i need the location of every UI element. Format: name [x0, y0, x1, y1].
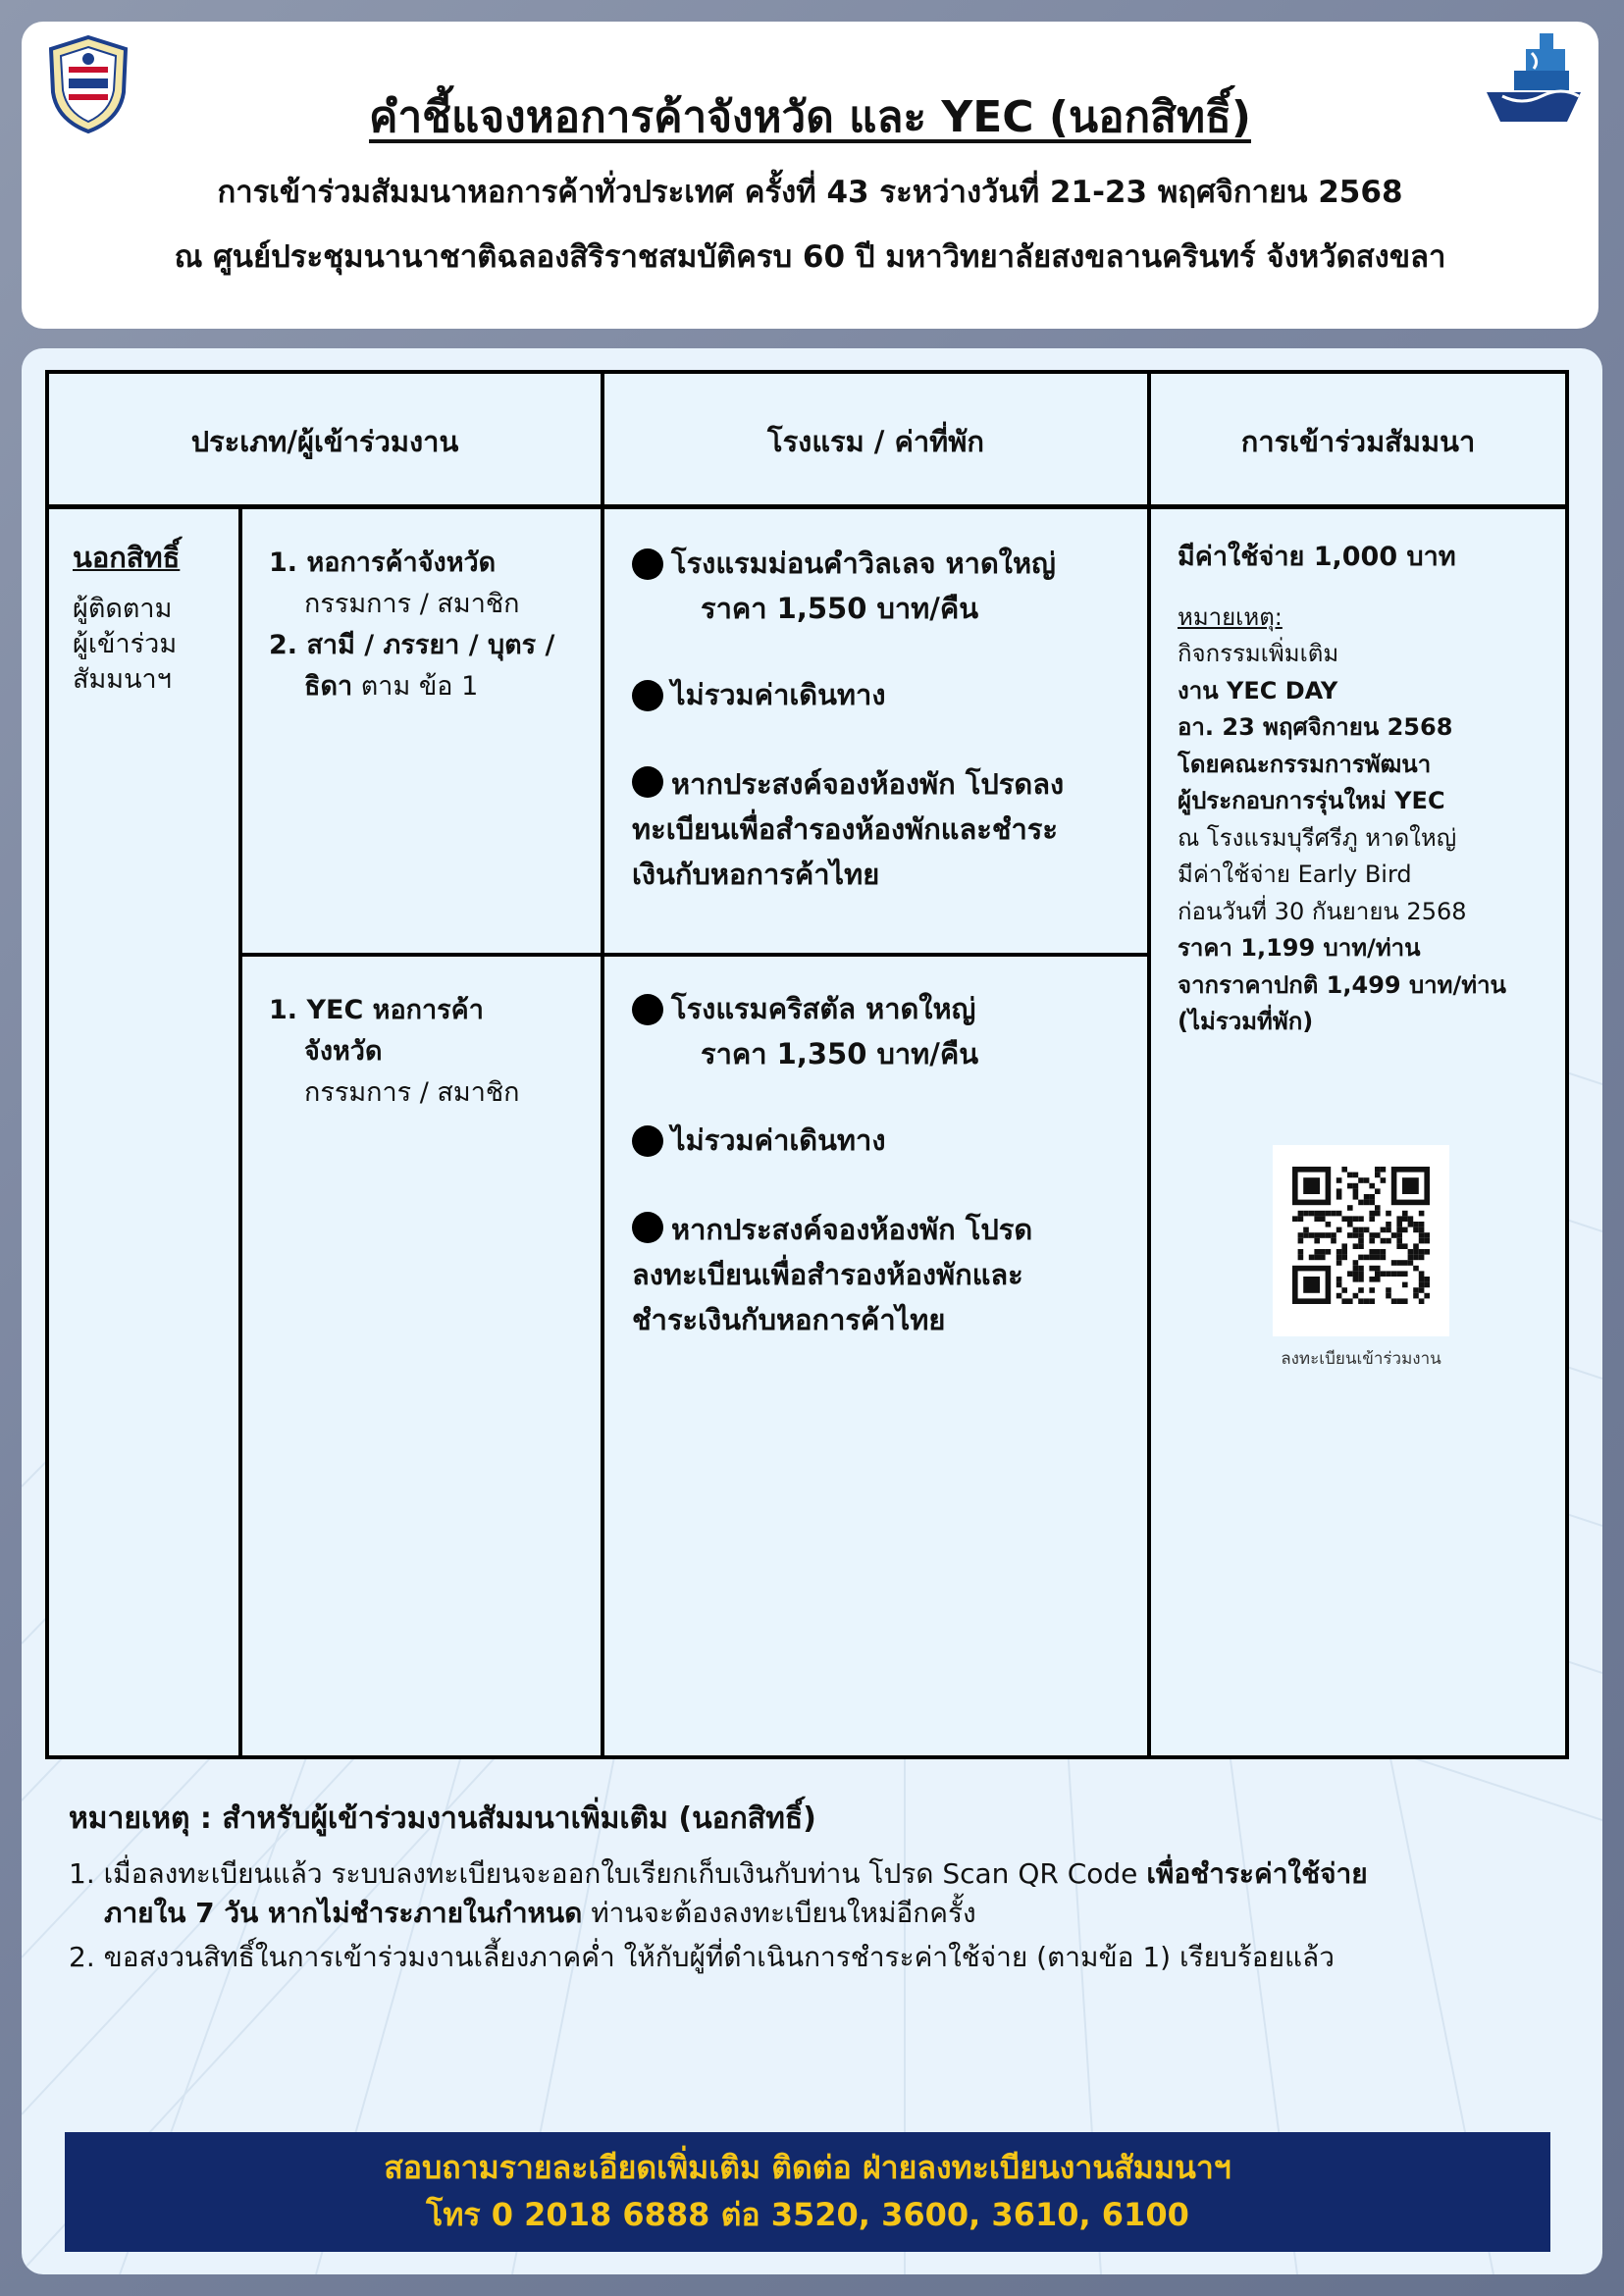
- seminar-note-line: ก่อนวันที่ 30 กันยายน 2568: [1178, 897, 1467, 925]
- seminar-note-line: ณ โรงแรมบุรีศรีภู หาดใหญ่: [1178, 823, 1457, 852]
- note-item-2: 2. ขอสงวนสิทธิ์ในการเข้าร่วมงานเลี้ยงภาคค่ำ ให้กับผู้ที่ดำเนินการชำระค่าใช้จ่าย (ตามข้อ 1) เรียบร้อยแล้ว: [69, 1941, 1335, 1973]
- footer-line-2: โทร 0 2018 6888 ต่อ 3520, 3600, 3610, 6100: [426, 2196, 1189, 2233]
- row2-booking-bullet: [632, 1204, 1142, 1342]
- row2-hotel-price: ราคา 1,350 บาท/คืน: [701, 1037, 979, 1070]
- notes-title: หมายเหตุ : สำหรับผู้เข้าร่วมงานสัมมนาเพิ่มเติม (นอกสิทธิ์): [69, 1801, 816, 1836]
- row1-item1-sub: กรรมการ / สมาชิก: [304, 589, 520, 619]
- row1-booking-line: หากประสงค์จองห้องพัก โปรดลง: [671, 767, 1065, 801]
- bullet-icon: [632, 766, 663, 798]
- note-item-1: [69, 1854, 1580, 1933]
- seminar-note-lines: [1178, 636, 1560, 1041]
- bullet-icon: [632, 1212, 663, 1243]
- bullet-icon: [632, 1125, 663, 1157]
- row1-travel-bullet: [632, 672, 1142, 717]
- row1-booking-line: ทะเบียนเพื่อสำรองห้องพักและชำระ: [632, 812, 1058, 846]
- note-1-text-d: ท่านจะต้องลงทะเบียนใหม่อีกครั้ง: [582, 1897, 976, 1929]
- venue-subtitle: ณ ศูนย์ประชุมนานาชาติฉลองสิริราชสมบัติครบ 60 ปี มหาวิทยาลัยสงขลานครินทร์ จังหวัดสงขลา: [174, 239, 1446, 275]
- seminar-note-line: มีค่าใช้จ่าย Early Bird: [1178, 861, 1412, 888]
- row2-item1-sub: กรรมการ / สมาชิก: [304, 1077, 520, 1108]
- bullet-icon: [632, 680, 663, 711]
- seminar-note-line: กิจกรรมเพิ่มเติม: [1178, 640, 1339, 667]
- seminar-cell: [1178, 539, 1560, 1041]
- note-1-text-b: เพื่อชำระค่าใช้จ่าย: [1146, 1857, 1368, 1890]
- row2-booking-line: ลงทะเบียนเพื่อสำรองห้องพักและ: [632, 1258, 1023, 1291]
- column-header-seminar: การเข้าร่วมสัมมนา: [1240, 424, 1476, 458]
- row2-booking-line: ชำระเงินกับหอการค้าไทย: [632, 1303, 946, 1336]
- row1-booking-line: เงินกับหอการค้าไทย: [632, 858, 880, 891]
- qr-caption: ลงทะเบียนเข้าร่วมงาน: [1281, 1349, 1441, 1369]
- content-card: [22, 348, 1602, 2274]
- info-table: [45, 370, 1569, 1759]
- bullet-icon: [632, 994, 663, 1025]
- column-header-hotel: โรงแรม / ค่าที่พัก: [767, 424, 984, 458]
- seminar-note-label: หมายเหตุ:: [1178, 602, 1283, 631]
- row2-travel-text: ไม่รวมค่าเดินทาง: [671, 1123, 886, 1157]
- seminar-note-line: อา. 23 พฤศจิกายน 2568: [1178, 713, 1453, 741]
- category-cell: [73, 537, 230, 698]
- row2-hotel-name: โรงแรมคริสตัล หาดใหญ่: [671, 992, 976, 1025]
- seminar-note-line: ราคา 1,199 บาท/ท่าน: [1178, 934, 1421, 962]
- bullet-icon: [632, 548, 663, 580]
- contact-footer: [65, 2132, 1550, 2252]
- header-card: [22, 22, 1598, 329]
- row2-travel-bullet: [632, 1118, 1142, 1163]
- seminar-note-line: งาน YEC DAY: [1178, 676, 1338, 704]
- row1-hotel-price: ราคา 1,550 บาท/คืน: [701, 592, 979, 625]
- note-1-text-c: ภายใน 7 วัน หากไม่ชำระภายในกำหนด: [104, 1897, 583, 1929]
- row1-hotel-bullet: [632, 541, 1142, 631]
- row1-item1-title: 1. หอการค้าจังหวัด: [269, 548, 497, 578]
- page-title: คำชี้แจงหอการค้าจังหวัด และ YEC (นอกสิทธิ์): [369, 92, 1251, 142]
- note-1-text-a: 1. เมื่อลงทะเบียนแล้ว ระบบลงทะเบียนจะออกใบเรียกเก็บเงินกับท่าน โปรด Scan QR Code: [69, 1857, 1147, 1890]
- row2-hotel-cell: [632, 986, 1142, 1383]
- column-header-participant: ประเภท/ผู้เข้าร่วมงาน: [190, 424, 459, 458]
- seminar-note-line: (ไม่รวมที่พัก): [1178, 1008, 1314, 1035]
- row1-item2-cont-bold: ธิดา: [304, 671, 353, 702]
- footer-line-1: สอบถามรายละเอียดเพิ่มเติม ติดต่อ ฝ่ายลงทะเบียนงานสัมมนาฯ: [384, 2149, 1231, 2186]
- event-subtitle: การเข้าร่วมสัมมนาหอการค้าทั่วประเทศ ครั้งที่ 43 ระหว่างวันที่ 21-23 พฤศจิกายน 2568: [217, 175, 1403, 210]
- category-title: นอกสิทธิ์: [73, 541, 181, 574]
- row1-participant-cell: [269, 543, 593, 707]
- row1-hotel-name: โรงแรมม่อนคำวิลเลจ หาดใหญ่: [671, 547, 1056, 580]
- row1-item2-cont-rest: ตาม ข้อ 1: [352, 671, 479, 702]
- seminar-note-line: จากราคาปกติ 1,499 บาท/ท่าน: [1178, 970, 1506, 999]
- seminar-cost: มีค่าใช้จ่าย 1,000 บาท: [1178, 542, 1456, 572]
- row1-item2-title: 2. สามี / ภรรยา / บุตร /: [269, 630, 555, 660]
- category-desc-line: ผู้ติดตาม: [73, 594, 173, 624]
- registration-qr-code[interactable]: [1273, 1145, 1449, 1336]
- row1-hotel-cell: [632, 541, 1142, 938]
- row2-item1-title: 1. YEC หอการค้า: [269, 995, 484, 1025]
- seminar-note-line: โดยคณะกรรมการพัฒนา: [1178, 750, 1432, 778]
- row2-item1-title2: จังหวัด: [304, 1036, 383, 1067]
- row1-booking-bullet: [632, 758, 1142, 897]
- category-desc-line: ผู้เข้าร่วม: [73, 629, 178, 659]
- row2-hotel-bullet: [632, 986, 1142, 1076]
- row2-participant-cell: [269, 990, 593, 1114]
- category-desc-line: สัมมนาฯ: [73, 664, 172, 695]
- row2-booking-line: หากประสงค์จองห้องพัก โปรด: [671, 1213, 1033, 1246]
- seminar-note-line: ผู้ประกอบการรุ่นใหม่ YEC: [1178, 787, 1445, 814]
- row1-travel-text: ไม่รวมค่าเดินทาง: [671, 678, 886, 711]
